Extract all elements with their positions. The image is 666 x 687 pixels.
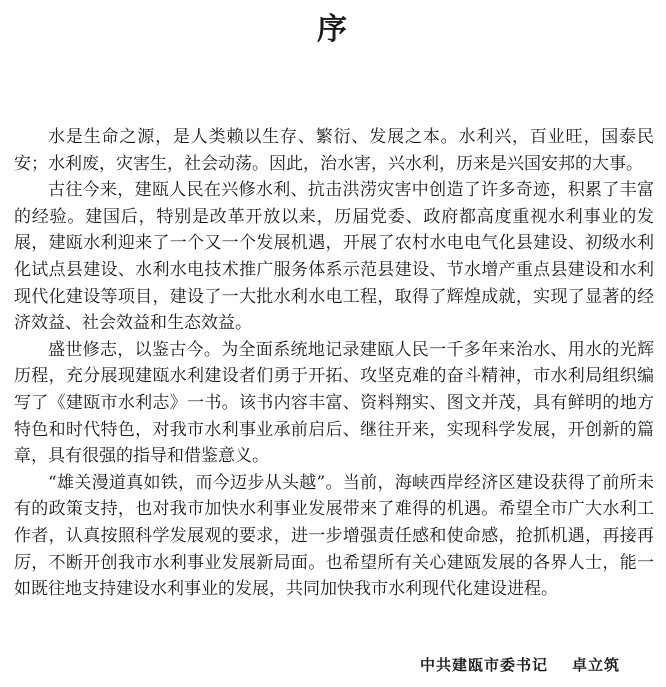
paragraph: 水是生命之源，是人类赖以生存、繁衍、发展之本。水利兴，百业旺，国泰民安；水利废，灾害生，社会动荡。因此，治水害，兴水利，历来是兴国安邦的大事。: [14, 127, 654, 174]
signature: [420, 654, 620, 676]
signature-name: 卓立筑: [571, 656, 620, 674]
paragraph: 盛世修志，以鉴古今。为全面系统地记录建瓯人民一千多年来治水、用水的光辉历程，充分展现建瓯水利建设者们勇于开拓、攻坚克难的奋斗精神，市水利局组织编写了《建瓯市水利志》一书。该书内容丰富、资料翔实、图文并茂，具有鲜明的地方特色和时代特色，对我市水利事业承前启后、继往开来，实现科学发展，开创新的篇章，具有很强的指导和借鉴意义。: [14, 339, 654, 467]
page-title: 序: [317, 12, 349, 47]
paragraph: “雄关漫道真如铁，而今迈步从头越”。当前，海峡西岸经济区建设获得了前所未有的政策支持，也对我市加快水利事业发展带来了难得的机遇。希望全市广大水利工作者，认真按照科学发展观的要求，进一步增强责任感和使命感，抢抓机遇，再接再厉，不断开创我市水利事业发展新局面。也希望所有关心建瓯发展的各界人士，能一如既往地支持建设水利事业的发展，共同加快我市水利现代化建设进程。: [14, 472, 654, 600]
preface-body: [14, 124, 654, 603]
signature-position: 中共建瓯市委书记: [419, 656, 548, 674]
paragraph: 古往今来，建瓯人民在兴修水利、抗击洪涝灾害中创造了许多奇迹，积累了丰富的经验。建国后，特别是改革开放以来，历届党委、政府都高度重视水利事业的发展，建瓯水利迎来了一个又一个发展机遇，开展了农村水电电气化县建设、初级水利化试点县建设、水利水电技术推广服务体系示范县建设、节水增产重点县建设和水利现代化建设等项目，建设了一大批水利水电工程，取得了辉煌成就，实现了显著的经济效益、社会效益和生态效益。: [14, 180, 654, 334]
